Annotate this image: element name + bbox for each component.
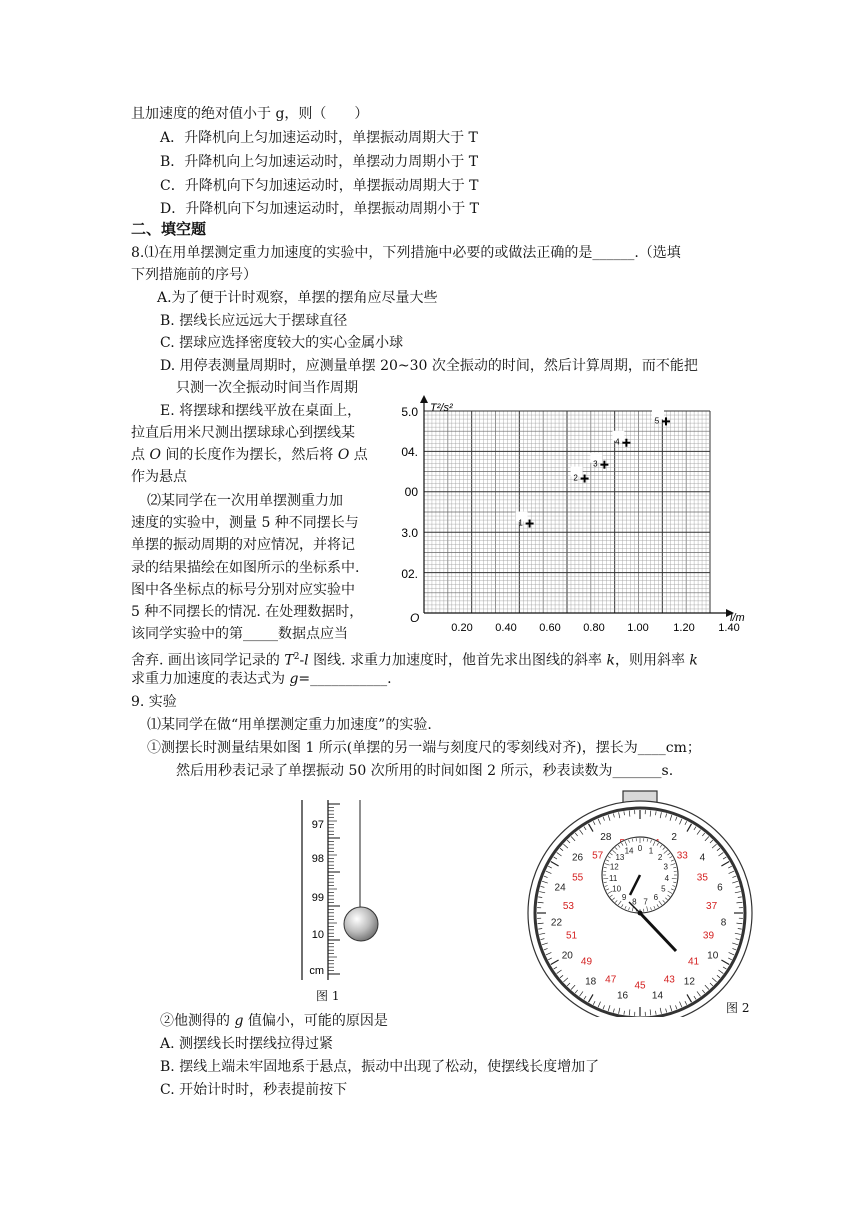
stopwatch-inner-label: 3	[663, 862, 668, 872]
q7-option-a: A．升降机向上匀加速运动时，单摆振动周期大于 T	[160, 130, 478, 146]
stopwatch-label: 35	[696, 872, 708, 884]
q8-part2-line6: 5 种不同摆长的情况. 在处理数据时，	[131, 604, 364, 620]
section-title: 二、填空题	[131, 220, 207, 238]
pendulum-bob	[344, 907, 378, 941]
q8-part2-line9: 求重力加速度的表达式为 g=___________.	[131, 671, 392, 687]
q8-stem-line2: 下列措施前的序号）	[131, 267, 257, 283]
figure-1-ruler	[290, 798, 400, 984]
x-tick-label: 1.20	[673, 622, 695, 634]
x-tick-label: 1.00	[627, 622, 649, 634]
ruler-label: 99	[311, 892, 324, 904]
stopwatch-inner-label: 0	[637, 844, 643, 853]
stopwatch-label: 6	[717, 882, 723, 894]
figure-2-stopwatch	[526, 789, 756, 1017]
data-point-label: 4	[615, 437, 620, 447]
stopwatch-label: 26	[572, 852, 584, 864]
stopwatch-label: 39	[702, 930, 715, 942]
q9-sub2-option-b: B. 摆线上端未牢固地系于悬点，振动中出现了松动，使摆线长度增加了	[160, 1059, 600, 1075]
q8-part2-line2: 速度的实验中，测量 5 种不同摆长与	[131, 515, 359, 531]
stopwatch-label: 49	[580, 956, 593, 968]
stopwatch-label: 14	[651, 990, 664, 1002]
stopwatch-label: 2	[671, 831, 677, 843]
x-tick-label: 0.40	[495, 622, 517, 634]
q9-sub2-option-c: C. 开始计时时，秒表提前按下	[160, 1082, 348, 1098]
y-tick-label: 02.	[401, 567, 418, 581]
q8-option-e-line2: 拉直后用米尺测出摆球球心到摆线某	[131, 425, 355, 441]
stopwatch-label: 8	[720, 917, 727, 929]
q8-option-c: C. 摆球应选择密度较大的实心金属小球	[160, 335, 404, 351]
stopwatch-inner-label: 4	[664, 873, 670, 883]
q9-sub1: ⑴某同学在做“用单摆测定重力加速度”的实验.	[147, 717, 432, 733]
stopwatch-inner-label: 14	[624, 846, 634, 856]
t2-l-chart	[392, 395, 748, 635]
stopwatch-inner-label: 6	[653, 892, 659, 902]
data-point-label: 1	[518, 518, 523, 528]
stopwatch-label: 41	[687, 956, 700, 968]
q8-part2-line3: 单摆的振动周期的对应情况，并将记	[131, 537, 355, 553]
q9-title: 9. 实验	[131, 694, 177, 710]
stopwatch-label: 4	[699, 852, 706, 864]
ruler-label: 10	[311, 929, 324, 941]
stopwatch-inner-label: 5	[661, 884, 666, 894]
q8-part2-line4: 录的结果描绘在如图所示的坐标系中.	[131, 560, 360, 576]
figure-2-label: 图 2	[726, 1001, 750, 1015]
chart-x-axis-label: l/m	[730, 612, 745, 624]
stopwatch-label: 47	[605, 974, 617, 986]
stopwatch-label: 51	[565, 930, 578, 942]
stopwatch-label: 33	[676, 850, 688, 862]
data-point-label: 5	[654, 416, 660, 426]
q8-option-b: B. 摆线长应远远大于摆球直径	[160, 313, 348, 329]
x-tick-label: 0.60	[539, 622, 561, 634]
stopwatch-label: 28	[600, 831, 612, 843]
chart-grid	[424, 411, 710, 613]
q9-sub1-line1: ①测摆长时测量结果如图 1 所示(单摆的另一端与刻度尺的零刻线对齐)，摆长为____cm；	[147, 740, 701, 756]
data-point	[612, 431, 630, 447]
stopwatch-inner-label: 2	[657, 852, 663, 862]
stopwatch-label: 10	[707, 950, 719, 962]
data-point-label: 3	[593, 459, 598, 469]
q8-part2-line5: 图中各坐标点的标号分别对应实验中	[131, 582, 355, 598]
figure-1-label: 图 1	[316, 989, 340, 1003]
stopwatch-label: 22	[550, 917, 563, 929]
ruler-label: 98	[311, 853, 324, 865]
q8-stem-line1: 8.⑴在用单摆测定重力加速度的实验中，下列措施中必要的或做法正确的是______.（选填	[131, 245, 681, 261]
q7-option-b: B．升降机向上匀加速运动时，单摆动力周期小于 T	[160, 154, 479, 170]
q8-part2-line1: ⑵某同学在一次用单摆测重力加	[147, 493, 343, 509]
chart-axes	[420, 395, 734, 617]
x-tick-label: 0.20	[451, 622, 473, 634]
stopwatch-inner-label: 9	[621, 892, 627, 902]
stopwatch-label: 57	[592, 850, 604, 862]
q8-option-e-line1: E. 将摆球和摆线平放在桌面上，	[160, 403, 362, 419]
stopwatch-inner-label: 1	[648, 846, 654, 856]
data-point	[516, 512, 534, 528]
q8-option-a: A.为了便于计时观察，单摆的摆角应尽量大些	[157, 290, 438, 306]
q7-option-d: D．升降机向下匀加速运动时，单摆振动周期小于 T	[160, 201, 480, 217]
stopwatch-label: 37	[706, 900, 718, 912]
q8-option-e-line4: 作为悬点	[131, 469, 187, 485]
stopwatch-label: 43	[663, 974, 675, 986]
data-point	[571, 467, 589, 483]
x-tick-label: 0.80	[583, 622, 605, 634]
stopwatch-inner-label: 11	[608, 873, 618, 883]
q9-sub2-option-a: A. 测摆线长时摆线拉得过紧	[160, 1036, 334, 1052]
stopwatch-label: 16	[616, 990, 629, 1002]
q9-sub2-stem: ②他测得的 g 值偏小，可能的原因是	[160, 1013, 388, 1029]
y-tick-label: 3.0	[401, 526, 418, 540]
stopwatch-inner-label: 7	[643, 897, 648, 907]
data-point	[590, 453, 608, 469]
y-tick-label: 5.0	[401, 405, 418, 419]
q7-tail: 且加速度的绝对值小于 g，则（ ）	[131, 106, 369, 122]
ruler-label: 97	[311, 819, 324, 831]
chart-y-axis-label: T²/s²	[430, 402, 453, 414]
y-tick-label: 00	[404, 485, 418, 499]
q7-option-c: C．升降机向下匀加速运动时，单摆振动周期大于 T	[160, 178, 479, 194]
q8-option-e-line3: 点 O 间的长度作为摆长，然后将 O 点	[131, 447, 368, 463]
data-point-label: 2	[573, 473, 578, 483]
q8-option-d-line1: D. 用停表测量周期时，应测量单摆 20~30 次全振动的时间，然后计算周期，而不能把	[160, 358, 698, 374]
stopwatch-label: 20	[561, 950, 573, 962]
q9-sub1-line2: 然后用秒表记录了单摆振动 50 次所用的时间如图 2 所示，秒表读数为_______s.	[176, 763, 674, 779]
stopwatch-inner-label: 10	[612, 884, 622, 894]
stopwatch-inner-label: 13	[615, 852, 625, 862]
stopwatch-label: 53	[562, 900, 574, 912]
ruler-label: cm	[309, 965, 324, 977]
y-tick-label: 04.	[401, 445, 418, 459]
chart-origin-label: O	[410, 611, 420, 625]
x-tick-label: 1.40	[718, 622, 740, 634]
q8-option-d-line2: 只测一次全振动时间当作周期	[176, 380, 358, 396]
stopwatch-label: 55	[572, 872, 584, 884]
stopwatch-label: 24	[554, 882, 566, 894]
q8-part2-line8: 舍弃. 画出该同学记录的 $T^2-l$ 图线. 求重力加速度时，他首先求出图线的斜率 k，则用斜率 k	[131, 652, 698, 669]
stopwatch-inner-label: 8	[632, 897, 637, 907]
stopwatch-label: 18	[585, 976, 597, 988]
stopwatch-label: 45	[634, 980, 646, 992]
stopwatch-label: 12	[683, 976, 695, 988]
stopwatch-inner-label: 12	[609, 862, 619, 872]
q8-part2-line7: 该同学实验中的第_____数据点应当	[131, 626, 348, 642]
